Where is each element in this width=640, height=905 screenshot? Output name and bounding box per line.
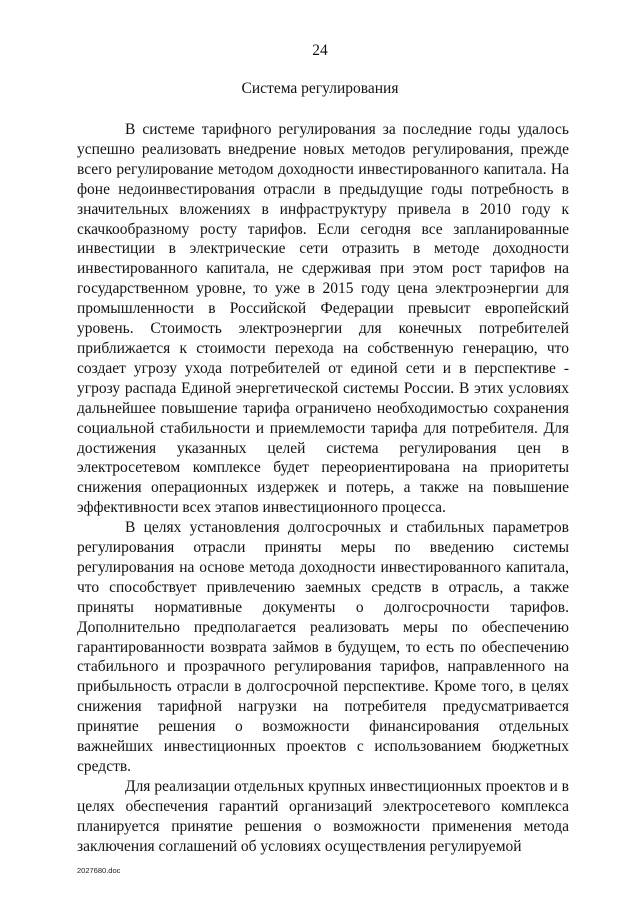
paragraph-long-term-parameters: В целях установления долгосрочных и стабильных параметров регулирования отрасли приняты меры по введению системы регулирования на основе метода доходности инвестированного капитала, что способствует привлечению заемных средств в отрасль, а также приняты нормативные документы о долгосрочности тарифов. Дополнительно предполагается реализовать меры по обеспечению гарантированности возврата займов в будущем, то есть по обеспечению стабильного и прозрачного регулирования тарифов, направленного на прибыльность отрасли в долгосрочной перспективе. Кроме того, в целях снижения тарифной нагрузки на потребителя предусматривается принятие решения о возможности финансирования отдельных важнейших инвестиционных проектов с использованием бюджетных средств. bbox=[77, 519, 569, 775]
footer-filename: 2027680.doc bbox=[77, 866, 121, 875]
document-body bbox=[77, 120, 569, 857]
page-number: 24 bbox=[312, 42, 328, 59]
section-title: Система регулирования bbox=[241, 80, 399, 97]
paragraph-investment-projects: Для реализации отдельных крупных инвестиционных проектов и в целях обеспечения гарантий организаций электросетевого комплекса планируется принятие решения о возможности применения метода заключения соглашений об условиях осуществления регулируемой bbox=[77, 777, 569, 855]
paragraph-tariff-regulation: В системе тарифного регулирования за последние годы удалось успешно реализовать внедрение новых методов регулирования, прежде всего регулирование методом доходности инвестированного капитала. На фоне недоинвестирования отрасли в предыдущие годы потребность в значительных вложениях в инфраструктуру привела в 2010 году к скачкообразному росту тарифов. Если сегодня все запланированные инвестиции в электрические сети отразить в методе доходности инвестированного капитала, не сдерживая при этом рост тарифов на государственном уровне, то уже в 2015 году цена электроэнергии для промышленности в Российской Федерации превысит европейский уровень. Стоимость электроэнергии для конечных потребителей приближается к стоимости перехода на собственную генерацию, что создает угрозу ухода потребителей от единой сети и в перспективе - угрозу распада Единой энергетической системы России. В этих условиях дальнейшее повышение тарифа ограничено необходимостью сохранения социальной стабильности и приемлемости тарифа для потребителя. Для достижения указанных целей система регулирования цен в электросетевом комплексе будет переориентирована на приоритеты снижения операционных издержек и потерь, а также на повышение эффективности всех этапов инвестиционного процесса. bbox=[77, 121, 569, 517]
